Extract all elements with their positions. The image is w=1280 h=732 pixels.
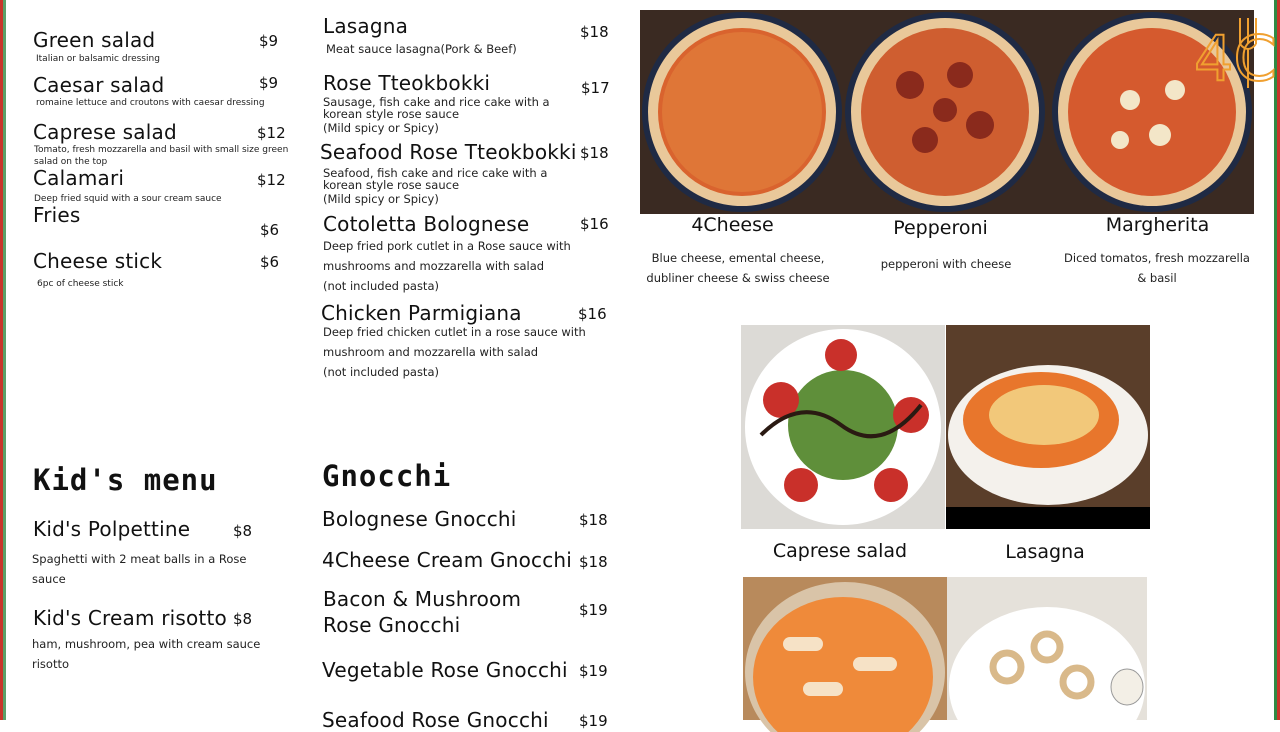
menu-item-name: Cotoletta Bolognese xyxy=(323,212,530,236)
menu-item-price: $19 xyxy=(579,662,608,680)
menu-item-name: Bolognese Gnocchi xyxy=(322,507,517,531)
photo-caption: Caprese salad xyxy=(772,540,908,562)
menu-item-price: $16 xyxy=(578,305,607,323)
menu-item-desc: Seafood, fish cake and rice cake with a korean style rose sauce xyxy=(323,166,548,192)
menu-item-desc: Italian or balsamic dressing xyxy=(36,54,160,64)
menu-item-name: Green salad xyxy=(33,28,156,52)
restaurant-logo xyxy=(1192,10,1277,95)
menu-item-price: $8 xyxy=(233,522,253,540)
menu-item-price: $18 xyxy=(579,511,608,529)
menu-item-price: $6 xyxy=(260,221,280,239)
menu-item-desc: Spaghetti with 2 meat balls in a Rose sauce xyxy=(32,552,247,586)
menu-item-price: $9 xyxy=(259,32,279,50)
pizza-desc: Diced tomatos, fresh mozzarella & basil xyxy=(1064,251,1250,285)
pizza-photos xyxy=(640,10,1254,214)
menu-item-price: $18 xyxy=(580,144,609,162)
menu-item-name: Rose Tteokbokki xyxy=(323,71,491,95)
left-green-stripe xyxy=(3,0,6,720)
menu-item-name: Calamari xyxy=(33,166,125,190)
menu-item-name: Seafood Rose Tteokbokki xyxy=(320,140,577,164)
menu-item-name: Cheese stick xyxy=(33,249,163,273)
menu-item-note: (Mild spicy or Spicy) xyxy=(323,192,439,206)
lasagna-image xyxy=(946,325,1150,529)
menu-item-name: Chicken Parmigiana xyxy=(321,301,522,325)
menu-item-name: Caprese salad xyxy=(33,120,177,144)
photo-caption: Lasagna xyxy=(1005,541,1085,563)
tteokbokki-image xyxy=(743,577,947,720)
menu-item-price: $19 xyxy=(579,601,608,619)
pizza-name: 4Cheese xyxy=(691,214,774,236)
caprese-salad-image xyxy=(741,325,945,529)
menu-item-price: $18 xyxy=(579,553,608,571)
menu-item-price: $17 xyxy=(581,79,610,97)
menu-item-price: $9 xyxy=(259,74,279,92)
menu-item-price: $12 xyxy=(257,171,286,189)
menu-item-name: Bacon & Mushroom xyxy=(323,587,522,611)
caprese-salad-photo xyxy=(741,325,945,529)
menu-item-desc: Meat sauce lasagna(Pork & Beef) xyxy=(326,42,517,56)
pizza-desc: pepperoni with cheese xyxy=(880,257,1012,271)
menu-item-desc: ham, mushroom, pea with cream sauce risotto xyxy=(32,637,261,671)
menu-item-price: $6 xyxy=(260,253,280,271)
menu-item-name: Kid's Cream risotto xyxy=(33,606,227,630)
menu-item-desc: Tomato, fresh mozzarella and basil with small size green salad on the top xyxy=(34,145,289,167)
menu-item-desc: romaine lettuce and croutons with caesar dressing xyxy=(36,98,265,108)
menu-item-desc: Deep fried pork cutlet in a Rose sauce with mushrooms and mozzarella with salad xyxy=(323,239,571,273)
menu-item-note: (not included pasta) xyxy=(323,279,439,293)
menu-item-name: 4Cheese Cream Gnocchi xyxy=(322,548,573,572)
menu-item-name: Kid's Polpettine xyxy=(33,517,191,541)
pizza-name: Pepperoni xyxy=(893,217,988,239)
menu-item-name: Lasagna xyxy=(323,14,409,38)
lasagna-photo xyxy=(946,325,1150,529)
menu-item-price: $19 xyxy=(579,712,608,730)
tteokbokki-photo xyxy=(743,577,947,720)
menu-item-desc: Deep fried squid with a sour cream sauce xyxy=(34,194,222,204)
pizza-desc: Blue cheese, emental cheese, dubliner cheese & swiss cheese xyxy=(646,251,830,285)
menu-item-price: $16 xyxy=(580,215,609,233)
menu-item-desc: Sausage, fish cake and rice cake with a korean style rose sauce xyxy=(323,95,550,121)
menu-item-name: Seafood Rose Gnocchi xyxy=(322,708,549,732)
menu-item-name: Fries xyxy=(33,203,81,227)
menu-item-desc: Deep fried chicken cutlet in a rose sauce with mushroom and mozzarella with salad xyxy=(323,325,586,359)
calamari-image xyxy=(947,577,1147,720)
section-title: Gnocchi xyxy=(322,459,452,493)
menu-item-desc: 6pc of cheese stick xyxy=(37,279,124,289)
calamari-photo xyxy=(947,577,1147,720)
menu-item-note: (Mild spicy or Spicy) xyxy=(323,121,439,135)
menu-item-price: $12 xyxy=(257,124,286,142)
logo-text: 4C xyxy=(1194,22,1277,95)
section-title: Kid's menu xyxy=(33,463,218,497)
menu-item-name: Vegetable Rose Gnocchi xyxy=(322,658,568,682)
menu-item-name: Caesar salad xyxy=(33,73,165,97)
menu-item-price: $8 xyxy=(233,610,253,628)
menu-item-name-line2: Rose Gnocchi xyxy=(323,613,461,637)
pizza-photo-strip xyxy=(640,10,1254,214)
menu-item-price: $18 xyxy=(580,23,609,41)
menu-item-note: (not included pasta) xyxy=(323,365,439,379)
pizza-name: Margherita xyxy=(1105,214,1210,236)
